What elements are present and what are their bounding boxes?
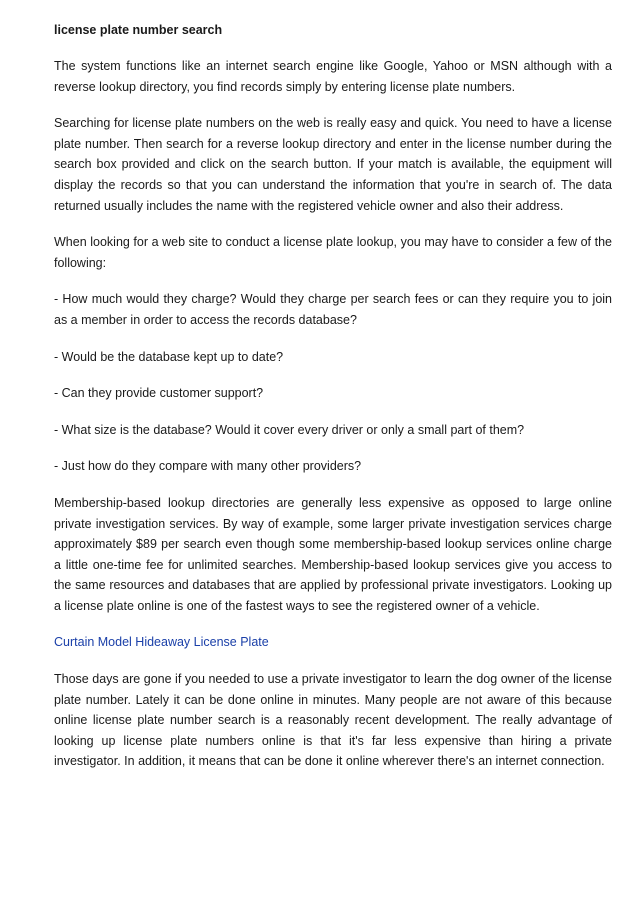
paragraph-considerations: When looking for a web site to conduct a license plate lookup, you may have to consider a few of the following:: [54, 235, 612, 270]
paragraph-closing: Those days are gone if you needed to use a private investigator to learn the dog owner of the license plate number. Lately it can be done online in minutes. Many people are not aware of this because online license plate number search is a reasonably recent development. The really advantage of looking up license plate numbers online is that it's far less expensive than hiring a private investigator. In addition, it means that can be done it online wherever there's an internet connection.: [54, 672, 612, 769]
curtain-model-link[interactable]: Curtain Model Hideaway License Plate: [54, 635, 269, 650]
paragraph-searching: Searching for license plate numbers on the web is really easy and quick. You need to have a license plate number. Then search for a reverse lookup directory and enter in the license number during the search box provided and click on the search button. If your match is available, the equipment will display the records so that you can understand the information that you're in search of. The data returned usually includes the name with the registered vehicle owner and also their address.: [54, 116, 612, 213]
paragraph-intro: The system functions like an internet search engine like Google, Yahoo or MSN although with a reverse lookup directory, you find records simply by entering license plate numbers.: [54, 59, 612, 94]
list-item-compare: - Just how do they compare with many other providers?: [54, 459, 362, 474]
list-item-support: - Can they provide customer support?: [54, 386, 264, 401]
list-item-up-to-date: - Would be the database kept up to date?: [54, 349, 284, 364]
list-item-size: - What size is the database? Would it cover every driver or only a small part of them?: [54, 422, 525, 437]
paragraph-membership: Membership-based lookup directories are generally less expensive as opposed to large online private investigation services. By way of example, some larger private investigation services charge approximately $89 per search even though some membership-based lookup services online charge a little one-time fee for unlimited searches. Membership-based lookup services give you access to the same resources and databases that are applied by professional private investigators. Looking up a license plate online is one of the fastest ways to see the registered owner of a vehicle.: [54, 495, 612, 613]
document-page: [54, 20, 612, 788]
list-item-charge: - How much would they charge? Would they charge per search fees or can they require you to join as a member in order to access the records database?: [54, 292, 612, 327]
document-title: license plate number search: [54, 23, 223, 37]
